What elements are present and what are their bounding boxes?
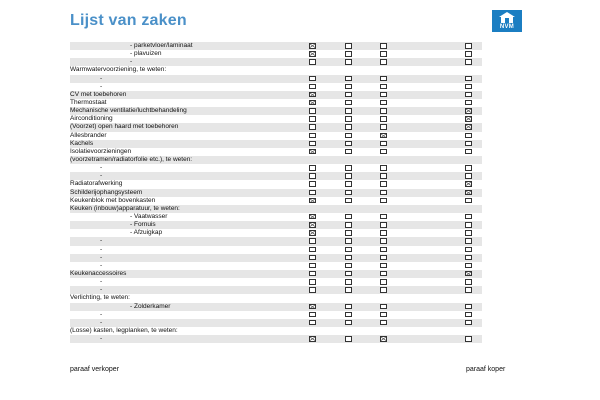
checkbox-col-2-unchecked[interactable] [345,108,352,114]
checklist-row [70,42,482,50]
checklist-row [70,91,482,99]
checklist-row [70,221,482,229]
checkbox-col-2-unchecked[interactable] [345,116,352,122]
checkbox-col-4-checked[interactable] [465,124,472,130]
checkbox-col-2-unchecked[interactable] [345,230,352,236]
row-label: - [100,172,103,180]
row-label: Verlichting, te weten: [70,294,130,302]
checklist-row [70,156,482,164]
checkbox-col-2-unchecked[interactable] [345,255,352,261]
row-label: Keuken (inbouw)apparatuur, te weten: [70,204,180,212]
row-label: - [130,58,133,66]
checkbox-col-2-unchecked[interactable] [345,92,352,98]
checklist-row [70,115,482,123]
checkbox-col-3-unchecked[interactable] [380,59,387,65]
checkbox-col-4-unchecked[interactable] [465,287,472,293]
row-label: - Zolderkamer [130,302,171,310]
checklist-row [70,254,482,262]
checkbox-col-4-unchecked[interactable] [465,51,472,57]
row-label: - [100,335,103,343]
checkbox-col-4-unchecked[interactable] [465,92,472,98]
checklist-row [70,66,482,74]
checklist-row [70,123,482,131]
row-label: CV met toebehoren [70,90,127,98]
checkbox-col-3-unchecked[interactable] [380,255,387,261]
checkbox-col-1-unchecked[interactable] [309,247,316,253]
row-label: Keukenblok met bovenkasten [70,196,156,204]
checkbox-col-4-unchecked[interactable] [465,214,472,220]
checkbox-col-4-unchecked[interactable] [465,247,472,253]
row-label: - [100,74,103,82]
checkbox-col-3-unchecked[interactable] [380,165,387,171]
row-label: - [100,82,103,90]
checkbox-col-3-unchecked[interactable] [380,214,387,220]
checkbox-col-2-unchecked[interactable] [345,320,352,326]
row-label: Isolatievoorzieningen [70,147,132,155]
checkbox-col-3-unchecked[interactable] [380,304,387,310]
checklist-row [70,319,482,327]
checklist-row [70,327,482,335]
row-label: - [100,318,103,326]
checklist-row [70,335,482,343]
row-label: - [100,278,103,286]
row-label: - [100,245,103,253]
checkbox-col-1-unchecked[interactable] [309,141,316,147]
checklist-row [70,294,482,302]
checklist-row [70,197,482,205]
checkbox-col-1-checked[interactable] [309,149,316,155]
row-label: Mechanische ventilatie/luchtbehandeling [70,107,187,115]
checkbox-col-3-unchecked[interactable] [380,279,387,285]
checkbox-col-1-unchecked[interactable] [309,255,316,261]
checkbox-col-4-unchecked[interactable] [465,222,472,228]
checkbox-col-1-unchecked[interactable] [309,287,316,293]
row-label: - [100,261,103,269]
checkbox-col-1-checked[interactable] [309,92,316,98]
checklist-row [70,270,482,278]
checkbox-col-1-checked[interactable] [309,214,316,220]
checklist-row [70,172,482,180]
row-label: - [100,164,103,172]
seller-initials-label: paraaf verkoper [70,366,120,373]
checkbox-col-1-checked[interactable] [309,100,316,106]
checkbox-col-4-checked[interactable] [465,271,472,277]
checkbox-col-4-unchecked[interactable] [465,43,472,49]
checkbox-col-1-unchecked[interactable] [309,279,316,285]
row-label: Keukenaccessoires [70,269,127,277]
checkbox-col-4-unchecked[interactable] [465,133,472,139]
checkbox-col-4-unchecked[interactable] [465,76,472,82]
checklist-row [70,311,482,319]
checkbox-col-4-unchecked[interactable] [465,198,472,204]
checklist-row [70,58,482,66]
logo-text: NVM [499,24,515,30]
row-label: - Fornuis [130,221,156,229]
checklist-row [70,237,482,245]
checkbox-col-4-unchecked[interactable] [465,84,472,90]
checkbox-col-1-unchecked[interactable] [309,76,316,82]
checkbox-col-2-unchecked[interactable] [345,279,352,285]
row-label: (voorzetramen/radiatorfolie etc.), te weten: [70,155,193,163]
row-label: Radiatorafwerking [70,180,123,188]
checklist-row [70,50,482,58]
checkbox-col-2-unchecked[interactable] [345,124,352,130]
checkbox-col-3-unchecked[interactable] [380,271,387,277]
row-label: Airconditioning [70,115,113,123]
checkbox-col-2-unchecked[interactable] [345,76,352,82]
checkbox-col-1-unchecked[interactable] [309,320,316,326]
checkbox-col-3-unchecked[interactable] [380,108,387,114]
checkbox-col-4-checked[interactable] [465,108,472,114]
checklist-row [70,246,482,254]
checkbox-col-2-unchecked[interactable] [345,100,352,106]
checkbox-col-4-checked[interactable] [465,190,472,196]
checkbox-col-3-unchecked[interactable] [380,43,387,49]
checkbox-col-4-unchecked[interactable] [465,263,472,269]
checklist-table [70,42,482,343]
row-label: - Afzuigkap [130,229,163,237]
checklist-row [70,148,482,156]
checkbox-col-1-checked[interactable] [309,230,316,236]
checkbox-col-2-unchecked[interactable] [345,165,352,171]
checkbox-col-2-unchecked[interactable] [345,336,352,342]
checkbox-col-3-unchecked[interactable] [380,190,387,196]
checkbox-col-1-unchecked[interactable] [309,165,316,171]
checkbox-col-2-unchecked[interactable] [345,247,352,253]
checkbox-col-1-checked[interactable] [309,336,316,342]
checkbox-col-4-unchecked[interactable] [465,230,472,236]
row-label: Thermostaat [70,98,107,106]
checklist-row [70,229,482,237]
checkbox-col-3-unchecked[interactable] [380,100,387,106]
checkbox-col-3-unchecked[interactable] [380,173,387,179]
checklist-row [70,303,482,311]
checkbox-col-1-unchecked[interactable] [309,59,316,65]
row-label: - [100,253,103,261]
checkbox-col-1-checked[interactable] [309,43,316,49]
checkbox-col-3-unchecked[interactable] [380,76,387,82]
checkbox-col-1-unchecked[interactable] [309,124,316,130]
checkbox-col-1-unchecked[interactable] [309,133,316,139]
checkbox-col-2-unchecked[interactable] [345,312,352,318]
checkbox-col-4-unchecked[interactable] [465,173,472,179]
row-label: Warmwatervoorziening, te weten: [70,66,167,74]
checklist-row [70,213,482,221]
checkbox-col-3-unchecked[interactable] [380,230,387,236]
checkbox-col-3-checked[interactable] [380,336,387,342]
checkbox-col-4-checked[interactable] [465,181,472,187]
checkbox-col-4-unchecked[interactable] [465,304,472,310]
checkbox-col-2-unchecked[interactable] [345,222,352,228]
checklist-row [70,205,482,213]
checkbox-col-2-unchecked[interactable] [345,84,352,90]
checklist-row [70,262,482,270]
checkbox-col-3-unchecked[interactable] [380,287,387,293]
checkbox-col-3-unchecked[interactable] [380,198,387,204]
checkbox-col-4-unchecked[interactable] [465,59,472,65]
row-label: - Vaatwasser [130,212,168,220]
checkbox-col-2-unchecked[interactable] [345,198,352,204]
row-label: Allesbrander [70,131,107,139]
buyer-initials-label: paraaf koper [466,366,506,373]
checkbox-col-1-unchecked[interactable] [309,173,316,179]
checkbox-col-4-unchecked[interactable] [465,165,472,171]
checkbox-col-3-unchecked[interactable] [380,84,387,90]
checkbox-col-3-unchecked[interactable] [380,149,387,155]
row-label: (Losse) kasten, legplanken, te weten: [70,326,178,334]
checkbox-col-2-unchecked[interactable] [345,43,352,49]
checkbox-col-1-checked[interactable] [309,304,316,310]
row-label: - plavuizen [130,50,162,58]
house-icon [499,12,515,23]
row-label: - parketvloer/laminaat [130,42,193,49]
checkbox-col-1-unchecked[interactable] [309,181,316,187]
checkbox-col-1-unchecked[interactable] [309,271,316,277]
checkbox-col-1-checked[interactable] [309,198,316,204]
checkbox-col-3-unchecked[interactable] [380,238,387,244]
row-label: - [100,286,103,294]
checkbox-col-3-unchecked[interactable] [380,181,387,187]
checkbox-col-1-unchecked[interactable] [309,238,316,244]
checkbox-col-4-unchecked[interactable] [465,255,472,261]
checkbox-col-2-unchecked[interactable] [345,141,352,147]
checkbox-col-2-unchecked[interactable] [345,133,352,139]
checkbox-col-3-checked[interactable] [380,133,387,139]
checkbox-col-4-unchecked[interactable] [465,141,472,147]
page-title: Lijst van zaken [70,12,187,29]
checkbox-col-2-unchecked[interactable] [345,149,352,155]
checklist-row [70,180,482,188]
checkbox-col-3-unchecked[interactable] [380,92,387,98]
checkbox-col-3-unchecked[interactable] [380,312,387,318]
checkbox-col-2-unchecked[interactable] [345,190,352,196]
checkbox-col-4-unchecked[interactable] [465,320,472,326]
checklist-row [70,189,482,197]
row-label: Kachels [70,139,94,147]
checkbox-col-1-unchecked[interactable] [309,116,316,122]
checkbox-col-3-unchecked[interactable] [380,222,387,228]
checkbox-col-3-unchecked[interactable] [380,320,387,326]
checkbox-col-2-unchecked[interactable] [345,59,352,65]
checkbox-col-2-unchecked[interactable] [345,238,352,244]
checkbox-col-2-unchecked[interactable] [345,271,352,277]
row-label: Schilderijophangsysteem [70,188,143,196]
checklist-row [70,164,482,172]
row-label: (Voorzet) open haard met toebehoren [70,123,179,131]
checkbox-col-3-unchecked[interactable] [380,141,387,147]
checkbox-col-4-checked[interactable] [465,116,472,122]
checkbox-col-3-unchecked[interactable] [380,263,387,269]
checklist-row [70,99,482,107]
checkbox-col-3-unchecked[interactable] [380,116,387,122]
checkbox-col-3-unchecked[interactable] [380,124,387,130]
checkbox-col-2-unchecked[interactable] [345,263,352,269]
checkbox-col-4-unchecked[interactable] [465,100,472,106]
checklist-row [70,132,482,140]
checkbox-col-1-unchecked[interactable] [309,84,316,90]
checkbox-col-1-unchecked[interactable] [309,190,316,196]
checkbox-col-1-checked[interactable] [309,222,316,228]
row-label: - [100,237,103,245]
checkbox-col-1-unchecked[interactable] [309,263,316,269]
checkbox-col-2-unchecked[interactable] [345,287,352,293]
checkbox-col-1-unchecked[interactable] [309,312,316,318]
checkbox-col-3-unchecked[interactable] [380,247,387,253]
checklist-row [70,107,482,115]
checkbox-col-4-unchecked[interactable] [465,149,472,155]
checklist-row [70,75,482,83]
checkbox-col-4-unchecked[interactable] [465,336,472,342]
nvm-logo [492,10,522,32]
checkbox-col-2-unchecked[interactable] [345,181,352,187]
checkbox-col-3-unchecked[interactable] [380,51,387,57]
checkbox-col-1-unchecked[interactable] [309,108,316,114]
row-label: - [100,310,103,318]
checkbox-col-2-unchecked[interactable] [345,173,352,179]
checklist-row [70,83,482,91]
checklist-row [70,140,482,148]
checkbox-col-2-unchecked[interactable] [345,304,352,310]
checkbox-col-1-checked[interactable] [309,51,316,57]
checklist-row [70,278,482,286]
checkbox-col-4-unchecked[interactable] [465,279,472,285]
checkbox-col-2-unchecked[interactable] [345,214,352,220]
checkbox-col-2-unchecked[interactable] [345,51,352,57]
checkbox-col-4-unchecked[interactable] [465,238,472,244]
checkbox-col-4-unchecked[interactable] [465,312,472,318]
checklist-row [70,286,482,294]
